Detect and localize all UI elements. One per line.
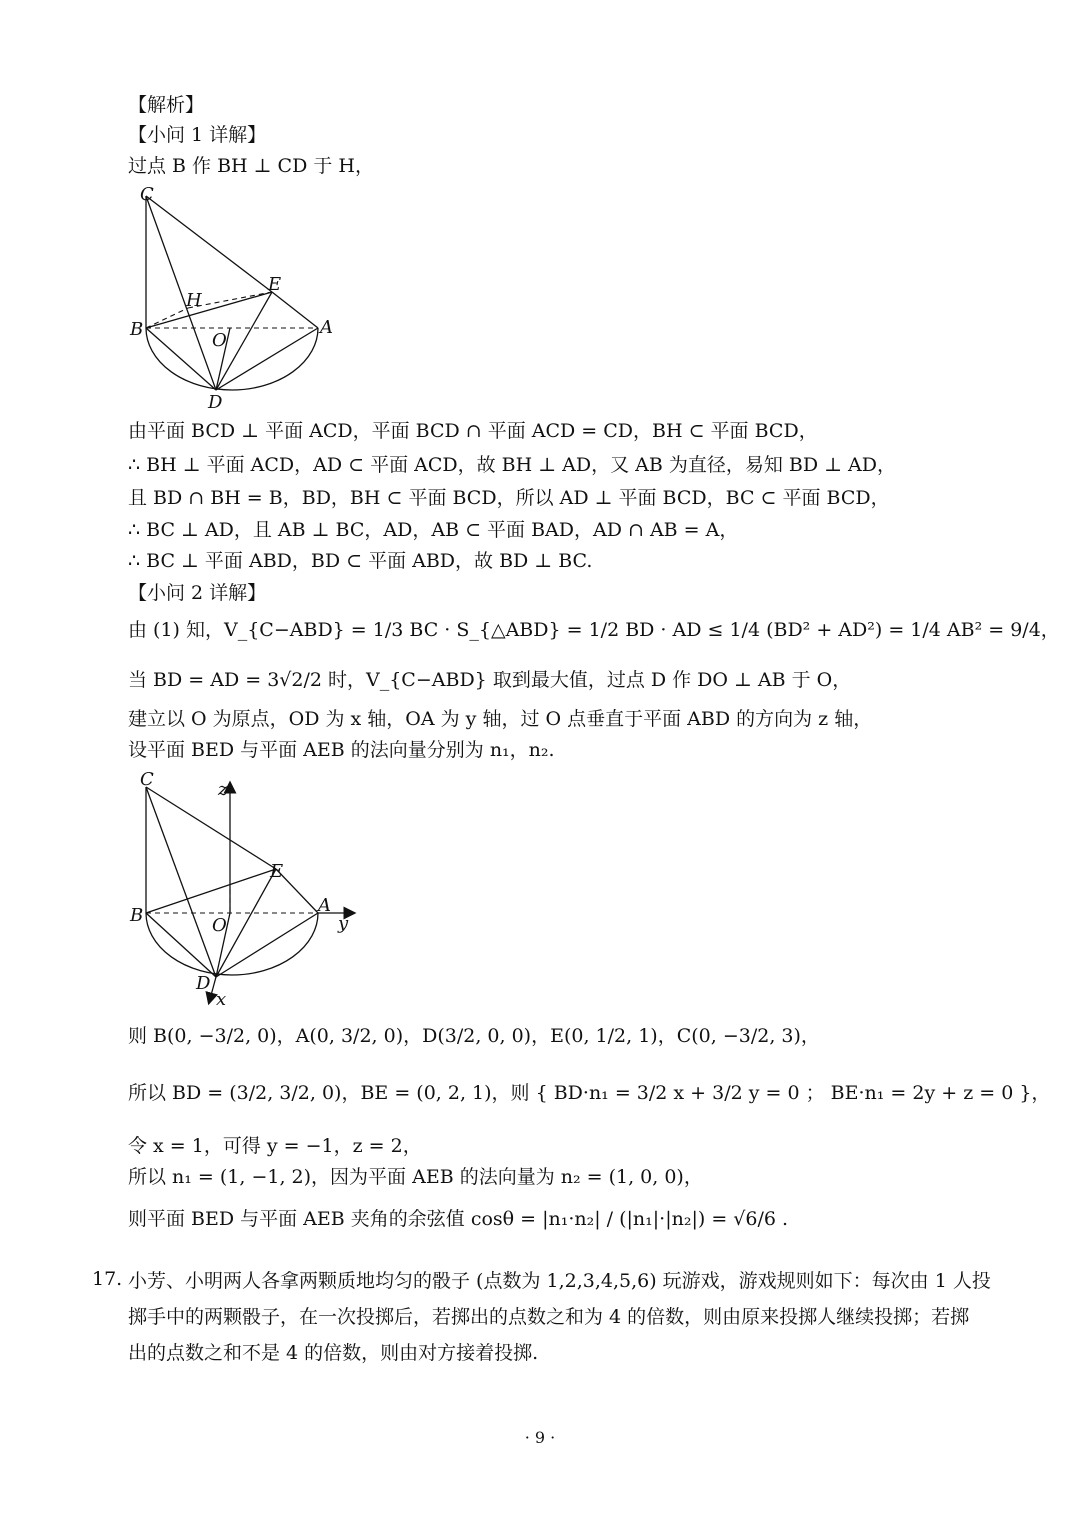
fig2-label-A: A [318,895,331,916]
max-volume-line: 当 BD = AD = 3√2/2 时，V_{C−ABD} 取到最大值，过点 D 作 DO ⊥ AB 于 O， [128,669,852,691]
normal-vector-line: 设平面 BED 与平面 AEB 的法向量分别为 n₁，n₂. [128,739,555,761]
proof-line-4: ∴ BC ⊥ AD，且 AB ⊥ BC，AD，AB ⊂ 平面 BAD，AD ∩ AB = A， [128,519,739,541]
sub-question-1-heading: 【小问 1 详解】 [128,124,267,146]
solve-line: 令 x = 1，可得 y = −1，z = 2， [128,1135,422,1157]
fig1-label-C: C [140,184,154,205]
page-number: · 9 · [524,1428,556,1447]
fig2-label-C: C [140,769,154,790]
coordinates-line: 则 B(0, −3/2, 0)，A(0, 3/2, 0)，D(3/2, 0, 0)，E(0, 1/2, 1)，C(0, −3/2, 3)， [128,1025,820,1047]
fig1-label-O: O [212,330,227,351]
coordinate-setup-line: 建立以 O 为原点，OD 为 x 轴，OA 为 y 轴，过 O 点垂直于平面 ABD 的方向为 z 轴， [128,708,873,730]
question-17-line-2: 掷手中的两颗骰子，在一次投掷后，若掷出的点数之和为 4 的倍数，则由原来投掷人继续投掷；若掷 [128,1306,970,1328]
sub-question-2-heading: 【小问 2 详解】 [128,582,267,604]
fig2-label-x: x [216,989,227,1010]
proof-line-3: 且 BD ∩ BH = B，BD，BH ⊂ 平面 BCD，所以 AD ⊥ 平面 BCD，BC ⊂ 平面 BCD， [128,487,890,509]
proof-line-1: 由平面 BCD ⊥ 平面 ACD，平面 BCD ∩ 平面 ACD = CD，BH ⊂ 平面 BCD， [128,420,818,442]
fig2-label-B: B [130,905,144,926]
fig1-label-B: B [130,319,144,340]
fig1-label-D: D [208,392,223,413]
fig1-label-A: A [320,317,333,338]
fig1-label-E: E [268,274,282,295]
volume-line: 由 (1) 知，V_{C−ABD} = 1/3 BC · S_{△ABD} = 1/2 BD · AD ≤ 1/4 (BD² + AD²) = 1/4 AB² = 9/4， [128,619,1060,641]
section-heading-jiexi: 【解析】 [128,94,205,116]
question-17-number: 17. [92,1268,123,1290]
fig2-label-D: D [196,973,211,994]
proof-line-2: ∴ BH ⊥ 平面 ACD，AD ⊂ 平面 ACD，故 BH ⊥ AD，又 AB 为直径，易知 BD ⊥ AD， [128,454,896,476]
fig2-label-z: z [218,779,228,800]
normal-result-line: 所以 n₁ = (1, −1, 2)，因为平面 AEB 的法向量为 n₂ = (1, 0, 0)， [128,1166,703,1188]
geometry-figure-1 [120,180,360,415]
fig2-label-E: E [270,861,284,882]
cosine-result-line: 则平面 BED 与平面 AEB 夹角的余弦值 cosθ = |n₁·n₂| / (|n₁|·|n₂|) = √6/6 . [128,1208,789,1230]
question-17-line-1: 小芳、小明两人各拿两颗质地均匀的骰子 (点数为 1,2,3,4,5,6) 玩游戏，游戏规则如下：每次由 1 人投 [128,1270,991,1292]
intro-line: 过点 B 作 BH ⊥ CD 于 H， [128,155,374,177]
vectors-system-line: 所以 BD = (3/2, 3/2, 0)，BE = (0, 2, 1)，则 { BD·n₁ = 3/2 x + 3/2 y = 0 ； BE·n₁ = 2y + z = 0 }， [128,1082,1051,1104]
fig2-label-y: y [338,913,349,934]
fig2-label-O: O [212,915,227,936]
fig1-label-H: H [186,290,202,311]
geometry-figure-2 [120,765,370,1015]
question-17-line-3: 出的点数之和不是 4 的倍数，则由对方接着投掷. [128,1342,539,1364]
proof-line-5: ∴ BC ⊥ 平面 ABD，BD ⊂ 平面 ABD，故 BD ⊥ BC. [128,550,593,572]
